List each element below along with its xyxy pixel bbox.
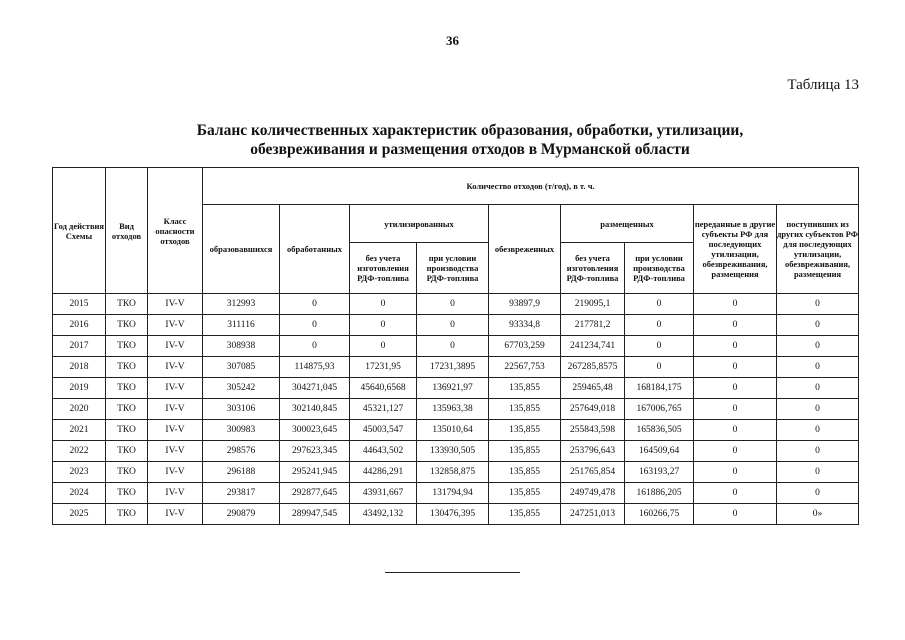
table-cell: ТКО	[106, 504, 148, 525]
table-cell: ТКО	[106, 483, 148, 504]
table-cell: 293817	[203, 483, 280, 504]
table-cell: 0	[350, 336, 417, 357]
table-cell: 0	[417, 336, 489, 357]
table-cell: 217781,2	[561, 315, 625, 336]
header-neutralized: обезвреженных	[489, 205, 561, 294]
table-cell: ТКО	[106, 399, 148, 420]
table-cell: ТКО	[106, 336, 148, 357]
table-cell: 132858,875	[417, 462, 489, 483]
table-cell: 135963,38	[417, 399, 489, 420]
header-placed-with-rdf: при условии производства РДФ-топлива	[625, 243, 694, 294]
table-cell: 0	[625, 336, 694, 357]
header-formed: образовавшихся	[203, 205, 280, 294]
table-cell: ТКО	[106, 357, 148, 378]
table-row	[53, 336, 859, 357]
table-cell: 253796,643	[561, 441, 625, 462]
table-cell: IV-V	[148, 315, 203, 336]
table-cell: 135,855	[489, 378, 561, 399]
document-title	[150, 121, 790, 159]
table-cell: 161886,205	[625, 483, 694, 504]
table-cell: 0	[694, 462, 777, 483]
table-cell: 2017	[53, 336, 106, 357]
table-cell: 168184,175	[625, 378, 694, 399]
table-cell: 259465,48	[561, 378, 625, 399]
header-hazard-class: Класс опасности отходов	[148, 168, 203, 294]
header-received: поступивших из других субъектов РФ для последующих утилизации, обезвреживания, размещения	[777, 205, 859, 294]
table-cell: 135,855	[489, 504, 561, 525]
table-row	[53, 483, 859, 504]
header-transferred: переданные в другие субъекты РФ для последующих утилизации, обезвреживания, размещения	[694, 205, 777, 294]
table-cell: 0»	[777, 504, 859, 525]
table-cell: 2019	[53, 378, 106, 399]
table-cell: 135,855	[489, 441, 561, 462]
table-cell: 247251,013	[561, 504, 625, 525]
table-cell: 114875,93	[280, 357, 350, 378]
table-cell: 2022	[53, 441, 106, 462]
waste-balance-table	[52, 167, 859, 525]
table-cell: 160266,75	[625, 504, 694, 525]
table-cell: 267285,8575	[561, 357, 625, 378]
table-cell: 133930,505	[417, 441, 489, 462]
table-cell: 0	[777, 336, 859, 357]
table-cell: 2015	[53, 294, 106, 315]
table-cell: 0	[777, 420, 859, 441]
table-cell: 17231,95	[350, 357, 417, 378]
table-cell: 45640,6568	[350, 378, 417, 399]
table-cell: 0	[694, 399, 777, 420]
table-cell: 0	[350, 315, 417, 336]
table-cell: 305242	[203, 378, 280, 399]
table-cell: 17231,3895	[417, 357, 489, 378]
table-cell: 0	[417, 294, 489, 315]
table-cell: 0	[777, 357, 859, 378]
table-cell: 0	[694, 483, 777, 504]
header-quantity: Количество отходов (т/год), в т. ч.	[203, 168, 859, 205]
table-cell: 0	[777, 462, 859, 483]
table-cell: 45003,547	[350, 420, 417, 441]
table-cell: 164509,64	[625, 441, 694, 462]
table-cell: 44286,291	[350, 462, 417, 483]
table-cell: 0	[694, 441, 777, 462]
table-cell: 0	[280, 294, 350, 315]
table-cell: 308938	[203, 336, 280, 357]
table-cell: 135,855	[489, 483, 561, 504]
table-cell: 0	[694, 504, 777, 525]
title-line-1: Баланс количественных характеристик образования, обработки, утилизации,	[196, 122, 744, 139]
table-cell: 0	[625, 315, 694, 336]
table-cell: 0	[694, 378, 777, 399]
table-row	[53, 441, 859, 462]
table-cell: 292877,645	[280, 483, 350, 504]
table-cell: 0	[777, 294, 859, 315]
table-cell: 219095,1	[561, 294, 625, 315]
table-cell: ТКО	[106, 420, 148, 441]
table-cell: 0	[694, 315, 777, 336]
table-cell: IV-V	[148, 441, 203, 462]
table-cell: 0	[777, 441, 859, 462]
table-row	[53, 357, 859, 378]
table-cell: 93897,9	[489, 294, 561, 315]
table-cell: 165836,505	[625, 420, 694, 441]
table-cell: 0	[417, 315, 489, 336]
footer-divider	[385, 572, 520, 573]
table-cell: 135,855	[489, 420, 561, 441]
table-cell: 167006,765	[625, 399, 694, 420]
table-cell: 295241,945	[280, 462, 350, 483]
table-cell: 249749,478	[561, 483, 625, 504]
table-cell: ТКО	[106, 378, 148, 399]
header-utilized-with-rdf: при условии производства РДФ-топлива	[417, 243, 489, 294]
title-line-2: обезвреживания и размещения отходов в Мурманской области	[250, 141, 690, 158]
table-cell: 0	[777, 378, 859, 399]
table-cell: IV-V	[148, 357, 203, 378]
table-label: Таблица 13	[787, 77, 859, 93]
table-cell: 0	[777, 483, 859, 504]
table-cell: 312993	[203, 294, 280, 315]
table-cell: 297623,345	[280, 441, 350, 462]
table-cell: IV-V	[148, 420, 203, 441]
table-cell: 241234,741	[561, 336, 625, 357]
table-cell: 298576	[203, 441, 280, 462]
header-placed-without-rdf: без учета изготовления РДФ-топлива	[561, 243, 625, 294]
table-cell: 130476,395	[417, 504, 489, 525]
table-cell: 290879	[203, 504, 280, 525]
table-cell: 131794,94	[417, 483, 489, 504]
table-row	[53, 294, 859, 315]
table-cell: 0	[777, 399, 859, 420]
table-cell: 300023,645	[280, 420, 350, 441]
table-cell: 255843,598	[561, 420, 625, 441]
table-cell: 43931,667	[350, 483, 417, 504]
table-cell: 300983	[203, 420, 280, 441]
table-row	[53, 315, 859, 336]
table-cell: 44643,502	[350, 441, 417, 462]
header-processed: обработанных	[280, 205, 350, 294]
table-cell: 0	[280, 336, 350, 357]
table-cell: ТКО	[106, 294, 148, 315]
page-number: 36	[446, 33, 459, 48]
table-cell: 2016	[53, 315, 106, 336]
table-cell: IV-V	[148, 483, 203, 504]
table-cell: 0	[625, 357, 694, 378]
header-waste-type: Вид отходов	[106, 168, 148, 294]
table-cell: 0	[280, 315, 350, 336]
table-cell: 0	[777, 315, 859, 336]
table-cell: 2020	[53, 399, 106, 420]
table-cell: 251765,854	[561, 462, 625, 483]
table-cell: ТКО	[106, 315, 148, 336]
table-cell: 289947,545	[280, 504, 350, 525]
table-cell: 2018	[53, 357, 106, 378]
table-cell: IV-V	[148, 294, 203, 315]
table-cell: 43492,132	[350, 504, 417, 525]
table-cell: 303106	[203, 399, 280, 420]
table-cell: IV-V	[148, 504, 203, 525]
table-cell: 2024	[53, 483, 106, 504]
table-cell: IV-V	[148, 399, 203, 420]
header-year: Год действия Схемы	[53, 168, 106, 294]
table-cell: 0	[694, 420, 777, 441]
table-row	[53, 504, 859, 525]
table-cell: 0	[694, 294, 777, 315]
table-cell: 2025	[53, 504, 106, 525]
header-placed: размещенных	[561, 205, 694, 243]
table-cell: 67703,259	[489, 336, 561, 357]
table-cell: IV-V	[148, 378, 203, 399]
table-cell: ТКО	[106, 462, 148, 483]
table-cell: 135,855	[489, 462, 561, 483]
table-row	[53, 462, 859, 483]
table-cell: 45321,127	[350, 399, 417, 420]
table-cell: 0	[625, 294, 694, 315]
table-cell: 0	[694, 357, 777, 378]
table-cell: 296188	[203, 462, 280, 483]
table-cell: 93334,8	[489, 315, 561, 336]
header-utilized-without-rdf: без учета изготовления РДФ-топлива	[350, 243, 417, 294]
table-cell: 163193,27	[625, 462, 694, 483]
table-cell: 0	[350, 294, 417, 315]
table-cell: 307085	[203, 357, 280, 378]
table-cell: 135010,64	[417, 420, 489, 441]
table-cell: 136921,97	[417, 378, 489, 399]
table-cell: 2023	[53, 462, 106, 483]
table-cell: 302140,845	[280, 399, 350, 420]
header-utilized: утилизированных	[350, 205, 489, 243]
table-cell: 311116	[203, 315, 280, 336]
table-row	[53, 399, 859, 420]
table-cell: 22567,753	[489, 357, 561, 378]
table-cell: 0	[694, 336, 777, 357]
table-cell: 135,855	[489, 399, 561, 420]
table-cell: 2021	[53, 420, 106, 441]
table-cell: IV-V	[148, 462, 203, 483]
table-cell: 257649,018	[561, 399, 625, 420]
table-row	[53, 420, 859, 441]
table-cell: IV-V	[148, 336, 203, 357]
table-cell: 304271,045	[280, 378, 350, 399]
table-cell: ТКО	[106, 441, 148, 462]
table-body	[53, 294, 859, 525]
table-row	[53, 378, 859, 399]
